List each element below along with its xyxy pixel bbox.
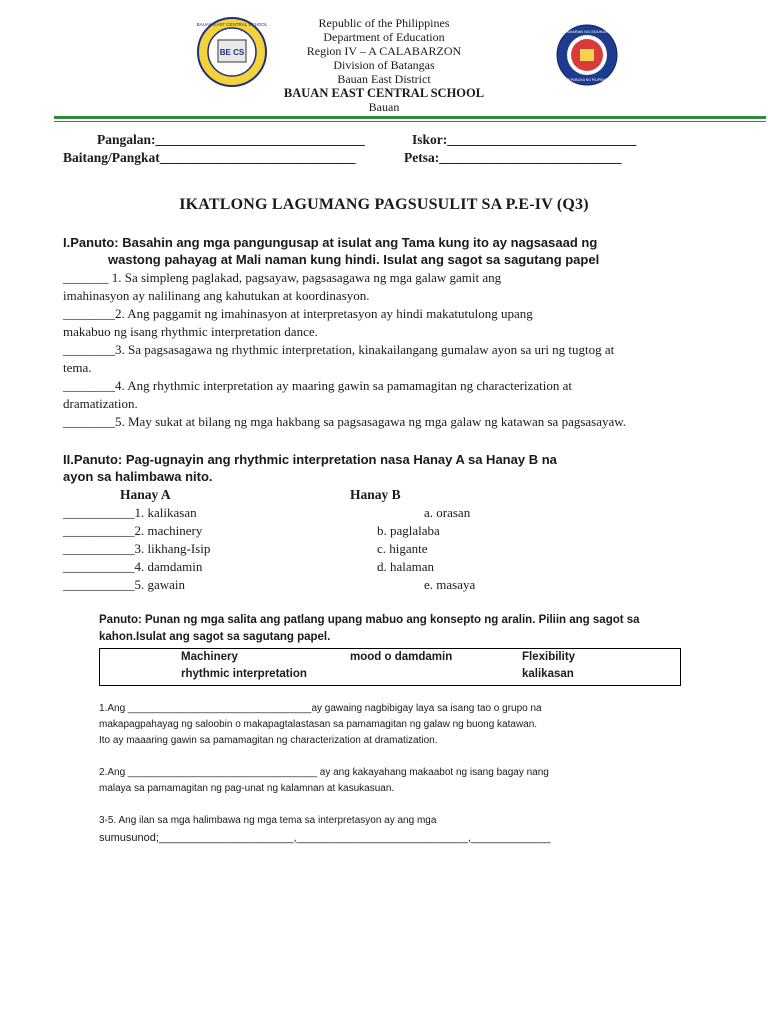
part1-line: tema. [63,360,92,375]
header-line-1: Republic of the Philippines [318,16,450,30]
part1-instruction-1: I.Panuto: Basahin ang mga pangungusap at isulat ang Tama kung ito ay nagsasaad ng [63,235,598,250]
name-field: Pangalan:_______________________________ [97,132,365,147]
column-a-item: ___________5. gawain [63,577,186,592]
deped-ring-subtext: REPUBLIKA NG PILIPINAS [565,78,609,82]
column-b-item: a. orasan [424,505,471,520]
grade-section-field: Baitang/Pangkat_____________________________ [63,150,356,165]
part1-instruction-2: wastong pahayag at Mali naman kung hindi. Isulat ang sagot sa sagutang papel [108,252,600,267]
column-a-item: ___________3. likhang-Isip [63,541,211,556]
header-line-5: Bauan East District [337,72,431,86]
question-1-line-1: 1.Ang _________________________________ay gawaing nagbibigay laya sa isang tao o grupo na [99,703,542,714]
header-divider [54,116,766,119]
column-b-item: b. paglalaba [377,523,440,538]
word-bank-item: mood o damdamin [350,651,453,663]
question-1-line-2: makapagpahayag ng saloobin o makapagtalastasan sa pamamagitan ng galaw ng buong katawan. [99,719,538,730]
part1-line: dramatization. [63,396,138,411]
column-b-item: e. masaya [424,577,476,592]
part2-instruction-1: II.Panuto: Pag-ugnayin ang rhythmic interpretation nasa Hanay A sa Hanay B na [63,452,557,467]
column-a-header: Hanay A [120,487,171,502]
part1-line: ________2. Ang paggamit ng imahinasyon at interpretasyon ay hindi makatutulong upang [63,306,533,321]
school-town: Bauan [368,100,400,114]
part1-line: ________3. Sa pagsasagawa ng rhythmic interpretation, kinakailangang gumalaw ayon sa uri ng tugtog at [63,342,615,357]
part1-line: makabuo ng isang rhythmic interpretation dance. [63,324,318,339]
part2-instruction-2: ayon sa halimbawa nito. [63,469,213,484]
part1-line: ________4. Ang rhythmic interpretation ay maaring gawin sa pamamagitan ng characterization at [63,378,572,393]
word-bank-item: Machinery [181,651,238,663]
part1-line: ________5. May sukat at bilang ng mga hakbang sa pagsasagawa ng mga galaw ng katawan sa pagsasayaw. [63,414,627,429]
header-line-4: Division of Batangas [333,58,435,72]
part3-instruction-1: Panuto: Punan ng mga salita ang patlang upang mabuo ang konsepto ng aralin. Piliin ang sagot sa [99,614,640,626]
column-a-item: ___________1. kalikasan [63,505,197,520]
column-b-header: Hanay B [350,487,401,502]
question-2-line-2: malaya sa pamamagitan ng pag-unat ng kalamnan at kasukasuan. [99,783,395,794]
deped-ring-text: KAGAWARAN NG EDUKASYON [557,29,617,34]
score-field: Iskor:____________________________ [412,132,637,147]
seal-initials: BE CS [219,48,245,57]
date-field: Petsa:___________________________ [404,150,622,165]
word-bank-item: rhythmic interpretation [181,668,307,680]
column-b-item: d. halaman [377,559,435,574]
header-divider-thin [54,121,766,122]
part3-instruction-2: kahon.Isulat ang sagot sa sagutang papel. [99,631,331,643]
header-line-2: Department of Education [323,30,445,44]
header-line-3: Region IV – A CALABARZON [306,44,462,58]
question-1-line-3: Ito ay maaaring gawin sa pamamagitan ng characterization at dramatization. [99,735,438,746]
question-3-line-1: 3-5. Ang ilan sa mga halimbawa ng mga tema sa interpretasyon ay ang mga [99,815,437,826]
school-name: BAUAN EAST CENTRAL SCHOOL [283,86,485,100]
word-bank-item: kalikasan [522,668,574,680]
part1-line: _______ 1. Sa simpleng paglakad, pagsayaw, pagsasagawa ng mga galaw gamit ang [63,270,502,285]
column-a-item: ___________4. damdamin [63,559,203,574]
column-b-item: c. higante [377,541,428,556]
exam-title: IKATLONG LAGUMANG PAGSUSULIT SA P.E-IV (Q3) [179,196,589,213]
word-bank-item: Flexibility [522,651,576,663]
column-a-item: ___________2. machinery [63,523,203,538]
question-3-line-2: sumusunod;______________________,____________________________,_____________ [99,832,551,844]
seal-ring-text: BAUAN EAST CENTRAL SCHOOL [196,22,268,27]
question-2-line-1: 2.Ang __________________________________ ay ang kakayahang makaabot ng isang bagay nang [99,767,549,778]
part1-line: imahinasyon ay nalilinang ang kahutukan at koordinasyon. [63,288,370,303]
